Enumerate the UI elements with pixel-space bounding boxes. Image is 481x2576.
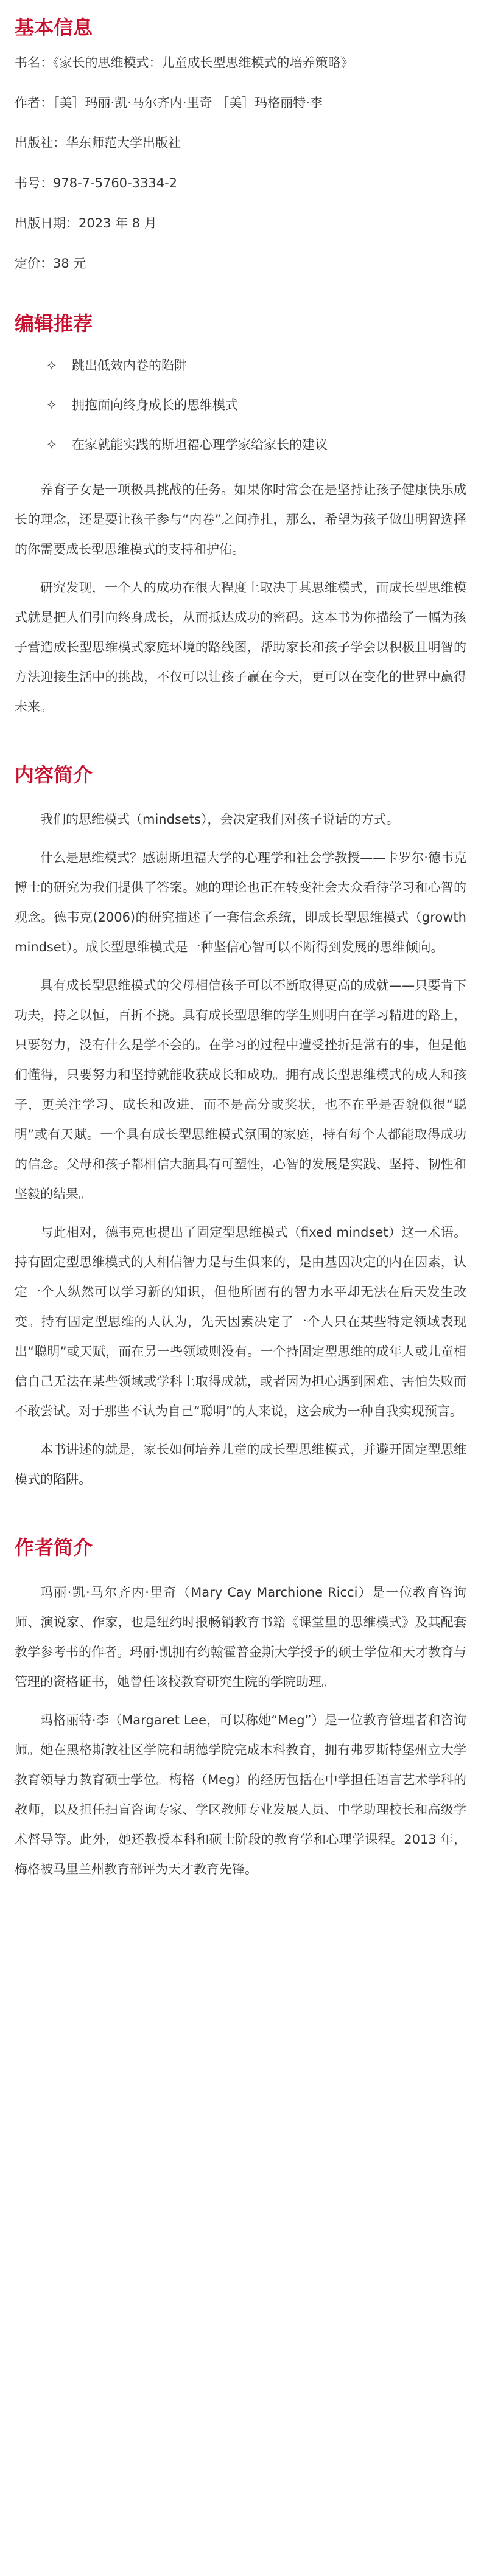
- row-label: 出版社：: [15, 136, 66, 151]
- intro-paragraph: 与此相对，德韦克也提出了固定型思维模式（fixed mindset）这一术语。持有固定型思维模式的人相信智力是与生俱来的，是由基因决定的内在因素，认定一个人纵然可以学习新的知识，但他所固有的智力水平却无法在后天发生改变。持有固定型思维的人认为，先天因素决定了一个人只在某些特定领域表现出“聪明”或天赋，而在另一些领域则没有。一个持固定型思维的成年人或儿童相信自己无法在某些领域或学科上取得成就，或者因为担心遇到困难、害怕失败而不敢尝试。对于那些不认为自己“聪明”的人来说，这会成为一种自我实现预言。: [15, 1225, 466, 1419]
- isbn-row: [15, 174, 466, 192]
- publish-date-row: [15, 214, 466, 232]
- list-item: [15, 436, 466, 454]
- basic-info-list: [15, 54, 466, 273]
- intro-paragraph: 具有成长型思维模式的父母相信孩子可以不断取得更高的成就——只要肯下功夫，持之以恒，百折不挠。具有成长型思维的学生则明白在学习精进的路上，只要努力，没有什么是学不会的。在学习的过程中遭受挫折是常有的事，但是他们懂得，只要努力和坚持就能收获成长和成功。拥有成长型思维模式的成人和孩子，更关注学习、成长和改进，而不是高分或奖状，也不在乎是否貌似很“聪明”或有天赋。一个具有成长型思维模式氛围的家庭，持有每个人都能取得成功的信念。父母和孩子都相信大脑具有可塑性，心智的发展是实践、坚持、韧性和坚毅的结果。: [15, 978, 466, 1202]
- editor-recommend-section: [15, 312, 466, 721]
- list-item: [15, 356, 466, 375]
- content-intro-section: [15, 763, 466, 1495]
- author-intro-title: 作者简介: [15, 1536, 93, 1560]
- row-value: 978-7-5760-3334-2: [53, 176, 178, 191]
- intro-paragraph: 我们的思维模式（mindsets），会决定我们对孩子说话的方式。: [40, 812, 399, 827]
- bullet-text: 拥抱面向终身成长的思维模式: [72, 397, 238, 412]
- row-value: 华东师范大学出版社: [66, 136, 181, 151]
- editor-recommend-title: 编辑推荐: [15, 312, 93, 336]
- price-row: [15, 254, 466, 273]
- basic-info-title: 基本信息: [15, 16, 93, 39]
- diamond-star-icon: ✧: [46, 397, 57, 412]
- recommend-bullets: [15, 356, 466, 454]
- row-label: 书号：: [15, 176, 53, 191]
- content-intro-title: 内容简介: [15, 763, 93, 786]
- intro-paragraph: 什么是思维模式？感谢斯坦福大学的心理学和社会学教授——卡罗尔·德韦克博士的研究为我们提供了答案。她的理论也正在转变社会大众看待学习和心智的观念。德韦克(2006)的研究描述了一套信念系统，即成长型思维模式（growth mindset）。成长型思维模式是一种坚信心智可以不断得到发展的思维倾向。: [15, 850, 466, 955]
- recommend-paragraph: 研究发现，一个人的成功在很大程度上取决于其思维模式，而成长型思维模式就是把人们引向终身成长，从而抵达成功的密码。这本书为你描绘了一幅为孩子营造成长型思维模式家庭环境的路线图，帮助家长和孩子学会以积极且明智的方法迎接生活中的挑战，不仅可以让孩子赢在今天，更可以在变化的世界中赢得未来。: [15, 580, 466, 714]
- row-label: 出版日期：: [15, 216, 79, 231]
- row-value: 38 元: [53, 256, 86, 271]
- bullet-text: 跳出低效内卷的陷阱: [72, 358, 187, 373]
- diamond-star-icon: ✧: [46, 437, 57, 452]
- author-paragraph: 玛丽·凯·马尔齐内·里奇（Mary Cay Marchione Ricci）是一位教育咨询师、演说家、作家，也是纽约时报畅销教育书籍《课堂里的思维模式》及其配套教学参考书的作者。玛丽·凯拥有约翰霍普金斯大学授予的硕士学位和天才教育与管理的资格证书，她曾任该校教育研究生院的学院助理。: [15, 1585, 466, 1689]
- basic-info-section: [15, 0, 466, 273]
- row-value: ［美］玛丽·凯·马尔齐内·里奇 ［美］玛格丽特·李: [53, 95, 323, 111]
- bullet-text: 在家就能实践的斯坦福心理学家给家长的建议: [72, 437, 328, 452]
- book-title-row: [15, 54, 466, 72]
- recommend-paragraph: 养育子女是一项极具挑战的任务。如果你时常会在是坚持让孩子健康快乐成长的理念，还是要让孩子参与“内卷”之间挣扎，那么，希望为孩子做出明智选择的你需要成长型思维模式的支持和护佑。: [15, 482, 466, 557]
- list-item: [15, 396, 466, 414]
- row-label: 定价：: [15, 256, 53, 271]
- row-label: 作者：: [15, 95, 53, 111]
- author-intro-section: [15, 1536, 466, 1884]
- publisher-row: [15, 134, 466, 152]
- row-label: 书名：: [15, 55, 53, 71]
- row-value: 2023 年 8 月: [79, 216, 157, 231]
- row-value: 《家长的思维模式：儿童成长型思维模式的培养策略》: [53, 55, 354, 71]
- intro-paragraph: 本书讲述的就是，家长如何培养儿童的成长型思维模式，并避开固定型思维模式的陷阱。: [15, 1442, 466, 1487]
- diamond-star-icon: ✧: [46, 358, 57, 373]
- author-row: [15, 94, 466, 112]
- author-paragraph: 玛格丽特·李（Margaret Lee，可以称她“Meg”）是一位教育管理者和咨询师。她在黑格斯敦社区学院和胡德学院完成本科教育，拥有弗罗斯特堡州立大学教育领导力教育硕士学位。梅格（Meg）的经历包括在中学担任语言艺术学科的教师，以及担任扫盲咨询专家、学区教师专业发展人员、中学助理校长和高级学术督导等。此外，她还教授本科和硕士阶段的教育学和心理学课程。2013 年，梅格被马里兰州教育部评为天才教育先锋。: [15, 1712, 466, 1876]
